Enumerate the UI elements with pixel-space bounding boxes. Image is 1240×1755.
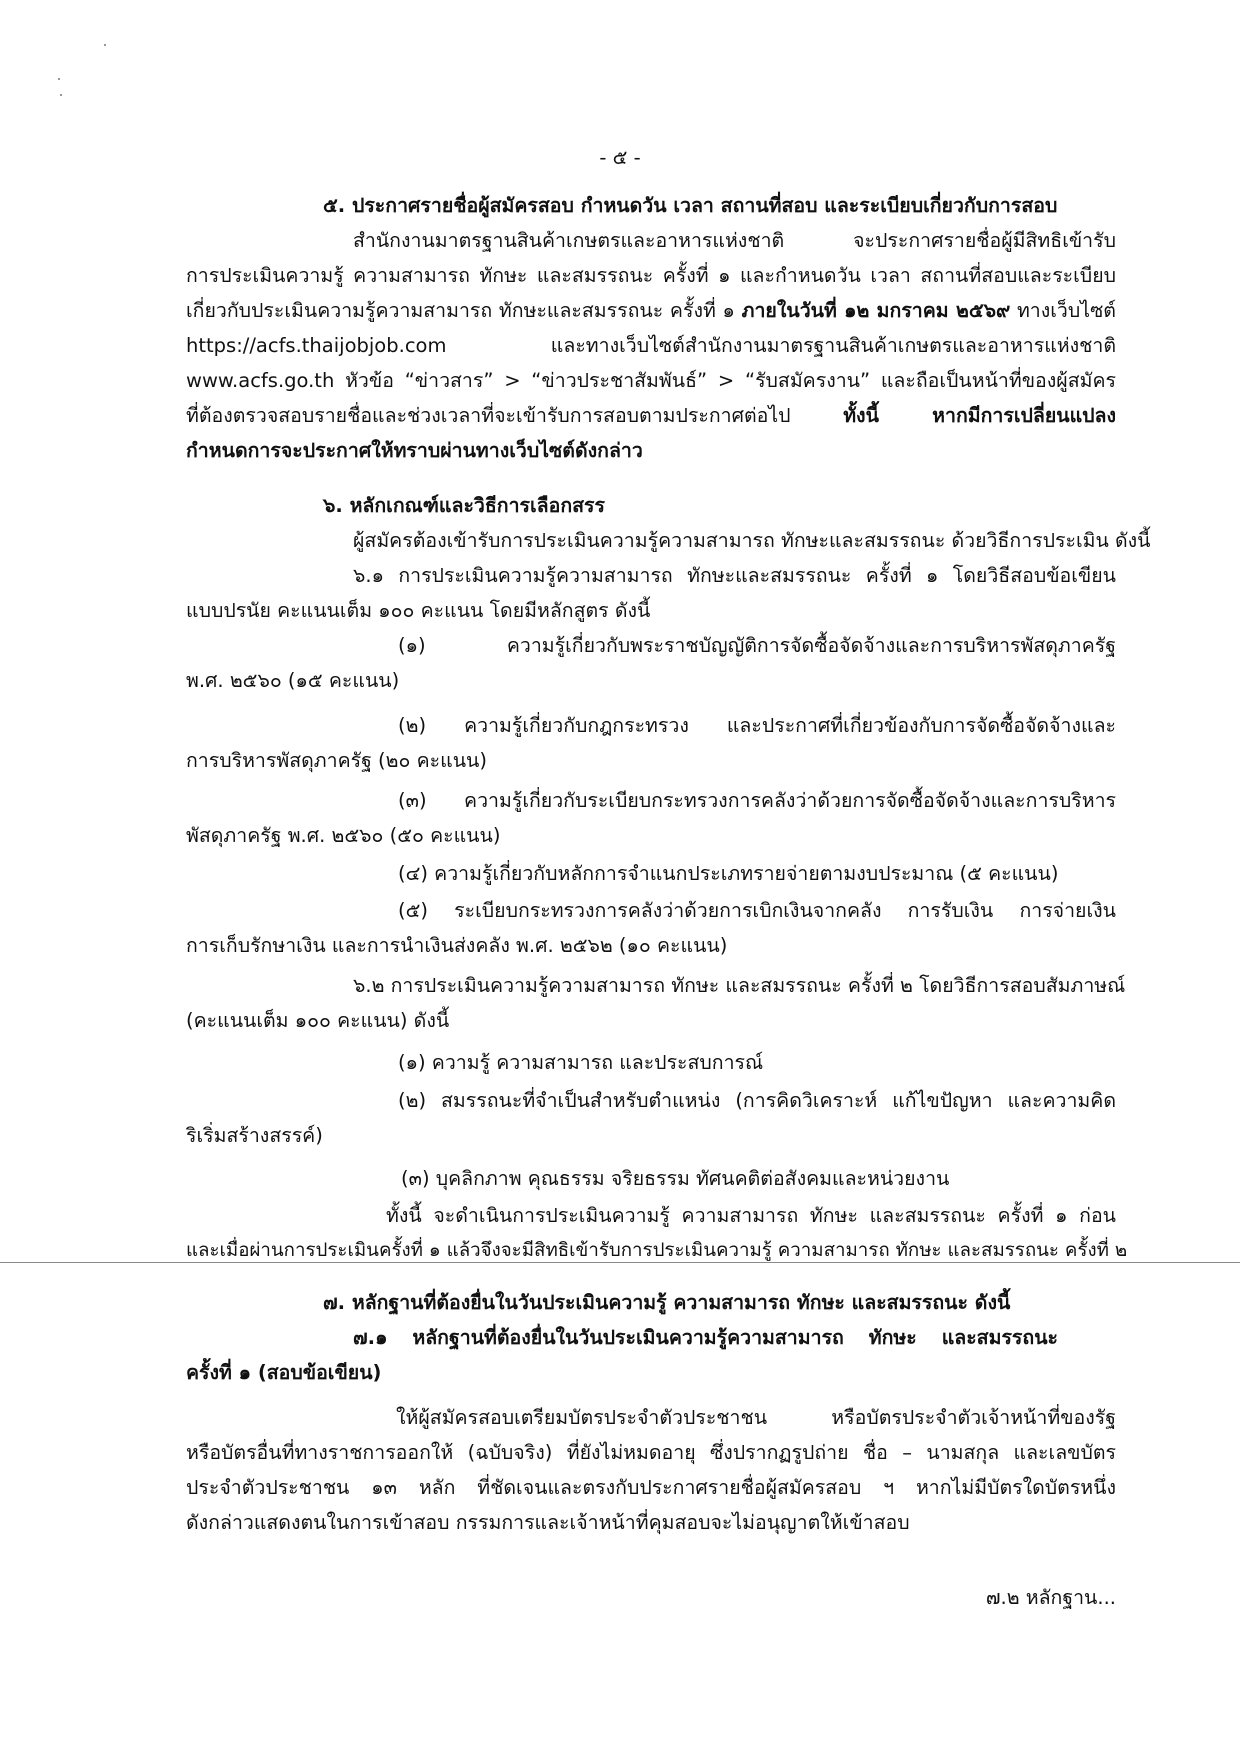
evidence-paragraph-line: ประจำตัวประชาชน ๑๓ หลัก ที่ชัดเจนและตรงกับประกาศรายชื่อผู้สมัครสอบ ฯ หากไม่มีบัตรใดบัตรหนึ่ง <box>186 1476 1116 1499</box>
section-5-line <box>186 399 1116 433</box>
deadline-text: ภายในวันที่ ๑๒ มกราคม ๒๕๖๙ <box>741 299 1011 322</box>
page-number: - ๕ - <box>599 146 641 169</box>
section-6-intro: ผู้สมัครต้องเข้ารับการประเมินความรู้ความสามารถ ทักษะและสมรรถนะ ด้วยวิธีการประเมิน ดังนี้ <box>353 529 1151 552</box>
syllabus-item: การบริหารพัสดุภาครัฐ (๒๐ คะแนน) <box>186 749 487 772</box>
evidence-paragraph-line: ดังกล่าวแสดงตนในการเข้าสอบ กรรมการและเจ้าหน้าที่คุมสอบจะไม่อนุญาตให้เข้าสอบ <box>186 1511 910 1534</box>
scan-speck <box>104 44 106 46</box>
section-6-2-line: ๖.๒ การประเมินความรู้ความสามารถ ทักษะ และสมรรถนะ ครั้งที่ ๒ โดยวิธีการสอบสัมภาษณ์ <box>353 974 1126 997</box>
section-5-line: การประเมินความรู้ ความสามารถ ทักษะ และสมรรถนะ ครั้งที่ ๑ และกำหนดวัน เวลา สถานที่สอบและระเบียบ <box>186 264 1116 287</box>
section-7-1-heading: ๗.๑ หลักฐานที่ต้องยื่นในวันประเมินความรู้ความสามารถ ทักษะ และสมรรถนะ <box>353 1326 1058 1349</box>
syllabus-item: พ.ศ. ๒๕๖๐ (๑๕ คะแนน) <box>186 669 400 692</box>
interview-item: (๒) สมรรถนะที่จำเป็นสำหรับตำแหน่ง (การคิดวิเคราะห์ แก้ไขปัญหา และความคิด <box>398 1089 1116 1112</box>
scan-artifact-line <box>0 1262 1240 1263</box>
syllabus-item: การเก็บรักษาเงิน และการนำเงินส่งคลัง พ.ศ. ๒๕๖๒ (๑๐ คะแนน) <box>186 934 728 957</box>
scan-speck <box>58 78 60 80</box>
section-5-heading: ๕. ประกาศรายชื่อผู้สมัครสอบ กำหนดวัน เวลา สถานที่สอบ และระเบียบเกี่ยวกับการสอบ <box>323 194 1058 217</box>
scan-speck <box>60 94 62 96</box>
section-6-2-line: (คะแนนเต็ม ๑๐๐ คะแนน) ดังนี้ <box>186 1009 450 1032</box>
section-6-1-line: ๖.๑ การประเมินความรู้ความสามารถ ทักษะและสมรรถนะ ครั้งที่ ๑ โดยวิธีสอบข้อเขียน <box>353 564 1116 587</box>
section-7-heading: ๗. หลักฐานที่ต้องยื่นในวันประเมินความรู้ ความสามารถ ทักษะ และสมรรถนะ ดังนี้ <box>323 1291 1011 1314</box>
syllabus-item: (๓) ความรู้เกี่ยวกับระเบียบกระทรวงการคลังว่าด้วยการจัดซื้อจัดจ้างและการบริหาร <box>398 789 1116 812</box>
section-5-line: https://acfs.thaijobjob.com และทางเว็บไซต์สำนักงานมาตรฐานสินค้าเกษตรและอาหารแห่งชาติ <box>186 334 1116 357</box>
section-5-line: กำหนดการจะประกาศให้ทราบผ่านทางเว็บไซต์ดังกล่าว <box>186 439 643 462</box>
evidence-paragraph-line: ให้ผู้สมัครสอบเตรียมบัตรประจำตัวประชาชน หรือบัตรประจำตัวเจ้าหน้าที่ของรัฐ <box>396 1406 1116 1429</box>
interview-item: ริเริ่มสร้างสรรค์) <box>186 1124 323 1147</box>
section-5-line: สำนักงานมาตรฐานสินค้าเกษตรและอาหารแห่งชาติ จะประกาศรายชื่อผู้มีสิทธิเข้ารับ <box>353 229 1116 252</box>
section-6-1-line: แบบปรนัย คะแนนเต็ม ๑๐๐ คะแนน โดยมีหลักสูตร ดังนี้ <box>186 599 651 622</box>
notice-text: ทั้งนี้ หากมีการเปลี่ยนแปลง <box>843 404 1117 427</box>
syllabus-item: (๔) ความรู้เกี่ยวกับหลักการจำแนกประเภทรายจ่ายตามงบประมาณ (๕ คะแนน) <box>398 862 1059 885</box>
section-5-line <box>186 294 1116 328</box>
section-5-line: www.acfs.go.th หัวข้อ “ข่าวสาร” > “ข่าวประชาสัมพันธ์” > “รับสมัครงาน” และถือเป็นหน้าที่ของผู้สมัคร <box>186 369 1116 392</box>
evidence-paragraph-line: หรือบัตรอื่นที่ทางราชการออกให้ (ฉบับจริง) ที่ยังไม่หมดอายุ ซึ่งปรากฏรูปถ่าย ชื่อ – นามสกุล และเลขบัตร <box>186 1441 1116 1464</box>
interview-item: (๓) บุคลิกภาพ คุณธรรม จริยธรรม ทัศนคติต่อสังคมและหน่วยงาน <box>401 1167 950 1190</box>
assessment-note: และเมื่อผ่านการประเมินครั้งที่ ๑ แล้วจึงจะมีสิทธิเข้ารับการประเมินความรู้ ความสามารถ ทักษะ และสมรรถนะ ครั้งที่ ๒ <box>186 1240 1128 1261</box>
text-run: ที่ต้องตรวจสอบรายชื่อและช่วงเวลาที่จะเข้ารับการสอบตามประกาศต่อไป <box>186 404 844 427</box>
syllabus-item: (๒) ความรู้เกี่ยวกับกฎกระทรวง และประกาศที่เกี่ยวข้องกับการจัดซื้อจัดจ้างและ <box>398 714 1116 737</box>
continuation-marker: ๗.๒ หลักฐาน... <box>985 1586 1116 1609</box>
syllabus-item: (๑) ความรู้เกี่ยวกับพระราชบัญญัติการจัดซื้อจัดจ้างและการบริหารพัสดุภาครัฐ <box>398 634 1116 657</box>
section-6-heading: ๖. หลักเกณฑ์และวิธีการเลือกสรร <box>323 494 605 517</box>
syllabus-item: พัสดุภาครัฐ พ.ศ. ๒๕๖๐ (๕๐ คะแนน) <box>186 824 501 847</box>
text-run: ทางเว็บไซต์ <box>1010 299 1116 322</box>
assessment-note: ทั้งนี้ จะดำเนินการประเมินความรู้ ความสามารถ ทักษะ และสมรรถนะ ครั้งที่ ๑ ก่อน <box>386 1204 1116 1227</box>
section-7-1-heading: ครั้งที่ ๑ (สอบข้อเขียน) <box>186 1361 382 1384</box>
interview-item: (๑) ความรู้ ความสามารถ และประสบการณ์ <box>398 1051 764 1074</box>
syllabus-item: (๕) ระเบียบกระทรวงการคลังว่าด้วยการเบิกเงินจากคลัง การรับเงิน การจ่ายเงิน <box>398 899 1116 922</box>
text-run: เกี่ยวกับประเมินความรู้ความสามารถ ทักษะและสมรรถนะ ครั้งที่ ๑ <box>186 299 742 322</box>
